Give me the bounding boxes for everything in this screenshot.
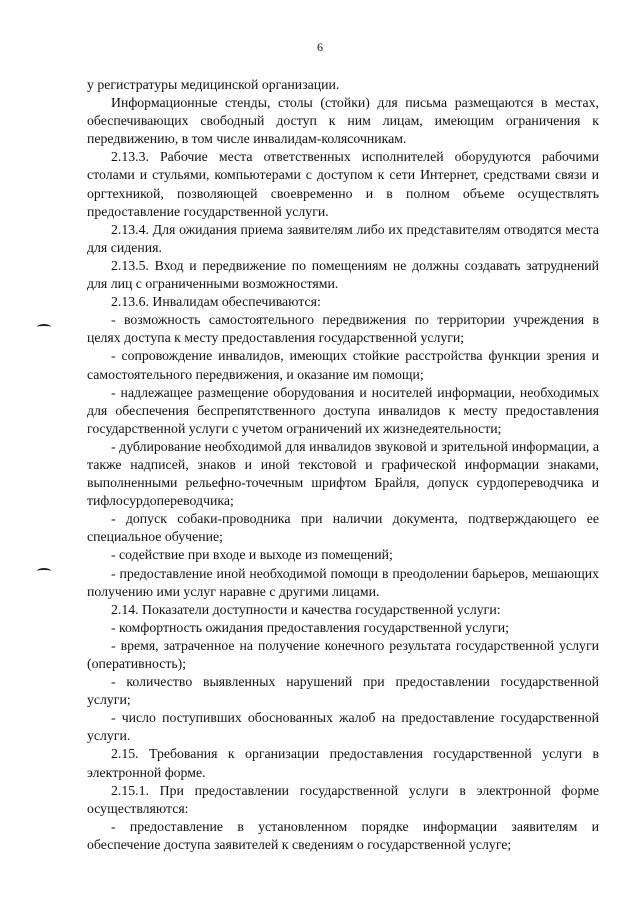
list-item: - время, затраченное на получение конечного результата государственной услуги (оперативность);	[87, 637, 599, 671]
document-body	[87, 76, 599, 854]
paragraph: 2.15.1. При предоставлении государственной услуги в электронной форме осуществляются:	[87, 782, 599, 816]
margin-mark	[37, 568, 51, 574]
list-item: - комфортность ожидания предоставления государственной услуги;	[111, 619, 509, 635]
list-item: - количество выявленных нарушений при предоставлении государственной услуги;	[87, 674, 599, 708]
paragraph: 2.14. Показатели доступности и качества государственной услуги:	[111, 601, 501, 617]
page-number: 6	[317, 40, 323, 54]
list-item: - надлежащее размещение оборудования и носителей информации, необходимых для обеспечения беспрепятственного доступа инвалидов к месту предоставления государственной услуги с учетом ограничений их жизнедеятельности;	[87, 384, 599, 436]
list-item: - число поступивших обоснованных жалоб на предоставление государственной услуги.	[87, 710, 599, 744]
paragraph: у регистратуры медицинской организации.	[87, 77, 340, 92]
paragraph: 2.15. Требования к организации предоставления государственной услуги в электронной форме.	[87, 746, 599, 780]
list-item: - содействие при входе и выходе из помещений;	[111, 547, 393, 563]
list-item: - допуск собаки-проводника при наличии документа, подтверждающего ее специальное обучение;	[87, 511, 599, 545]
list-item: - дублирование необходимой для инвалидов звуковой и зрительной информации, а также надписей, знаков и иной текстовой и графической информации знаками, выполненными рельефно-точечным шрифтом Брайля, допуск сурдопереводчика и тифлосурдопереводчика;	[87, 438, 599, 509]
list-item: - предоставление в установленном порядке информации заявителям и обеспечение доступа заявителей к сведениям о государственной услуге;	[87, 818, 599, 852]
paragraph: 2.13.4. Для ожидания приема заявителям либо их представителям отводятся места для сидения.	[87, 221, 599, 255]
paragraph: 2.13.3. Рабочие места ответственных исполнителей оборудуются рабочими столами и стульями, компьютерами с доступом к сети Интернет, средствами связи и оргтехникой, позволяющей своевременно и в полном объеме осуществлять предоставление государственной услуги.	[87, 149, 599, 219]
paragraph: Информационные стенды, столы (стойки) для письма размещаются в местах, обеспечивающих свободный доступ к ним лицам, имеющим ограничения к передвижению, в том числе инвалидам-колясочникам.	[87, 95, 599, 147]
list-item: - предоставление иной необходимой помощи в преодолении барьеров, мешающих получению ими услуг наравне с другими лицами.	[87, 565, 599, 599]
list-item: - сопровождение инвалидов, имеющих стойкие расстройства функции зрения и самостоятельного передвижения, и оказание им помощи;	[87, 348, 599, 382]
paragraph: 2.13.5. Вход и передвижение по помещениям не должны создавать затруднений для лиц с ограниченными возможностями.	[87, 257, 599, 292]
margin-mark	[37, 324, 51, 330]
paragraph: 2.13.6. Инвалидам обеспечиваются:	[111, 294, 321, 310]
list-item: - возможность самостоятельного передвижения по территории учреждения в целях доступа к месту предоставления государственной услуги;	[87, 312, 599, 346]
